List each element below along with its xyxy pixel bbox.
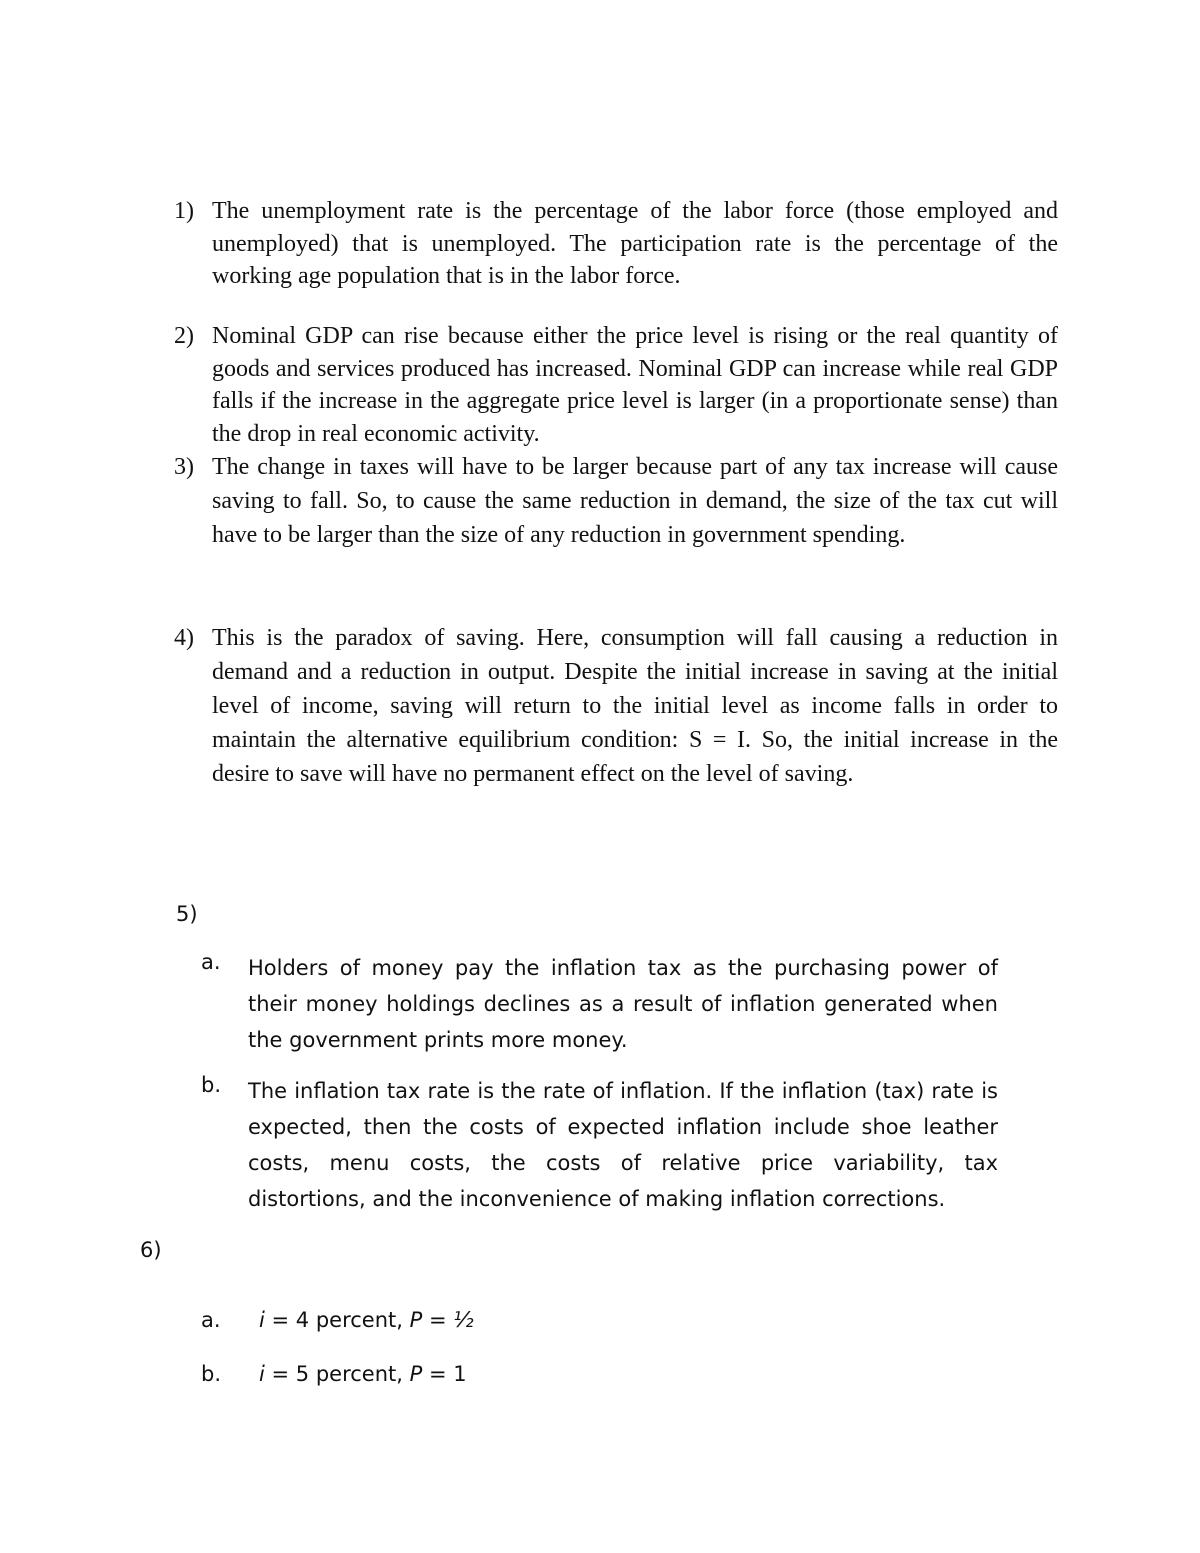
item-text: This is the paradox of saving. Here, consumption will fall causing a reduction in demand and a reduction in output. Despite the initial increase in saving at the initial level of income, saving will return to the initial level as income falls in order to maintain the alternative equilibrium condition: S = I. So, the initial increase in the desire to save will have no permanent effect on the level of saving. (212, 625, 1058, 787)
equation (259, 1308, 473, 1332)
value-p: ½ (453, 1308, 473, 1332)
question-6-number: 6) (140, 1238, 162, 1262)
equals: = (422, 1308, 454, 1332)
equation-text: = 4 percent, (264, 1308, 410, 1332)
part-letter: b. (201, 1362, 222, 1386)
part-text: The inflation tax rate is the rate of inflation. If the inflation (tax) rate is expected, then the costs of expected inflation include shoe leather costs, menu costs, the costs of relative price variability, tax distortions, and the inconvenience of making inflation corrections. (248, 1079, 998, 1211)
var-i: i (259, 1308, 265, 1332)
item-number: 3) (174, 454, 194, 480)
part-letter: a. (201, 950, 221, 974)
item-text: The unemployment rate is the percentage of the labor force (those employed and unemployed) that is unemployed. The participation rate is the percentage of the working age population that is in the labor force. (212, 198, 1058, 289)
item-number: 4) (174, 625, 194, 651)
item-text: The change in taxes will have to be larger because part of any tax increase will cause saving to fall. So, to cause the same reduction in demand, the size of the tax cut will have to be larger than the size of any reduction in government spending. (212, 454, 1058, 548)
item-number: 2) (174, 323, 194, 349)
item-text: Nominal GDP can rise because either the price level is rising or the real quantity of goods and services produced has increased. Nominal GDP can increase while real GDP falls if the increase in the aggregate price level is larger (in a proportionate sense) than the drop in real economic activity. (212, 323, 1058, 447)
part-letter: b. (201, 1073, 222, 1097)
item-number: 1) (174, 198, 194, 224)
equals: = (422, 1362, 454, 1386)
var-p: P (409, 1308, 423, 1332)
var-p: P (409, 1362, 423, 1386)
question-5-number: 5) (176, 902, 198, 926)
part-letter: a. (201, 1308, 221, 1332)
var-i: i (259, 1362, 265, 1386)
equation-text: = 5 percent, (264, 1362, 410, 1386)
value-p: 1 (453, 1362, 467, 1386)
equation (259, 1362, 467, 1386)
part-text: Holders of money pay the inflation tax as the purchasing power of their money holdings declines as a result of inflation generated when the government prints more money. (248, 956, 998, 1052)
